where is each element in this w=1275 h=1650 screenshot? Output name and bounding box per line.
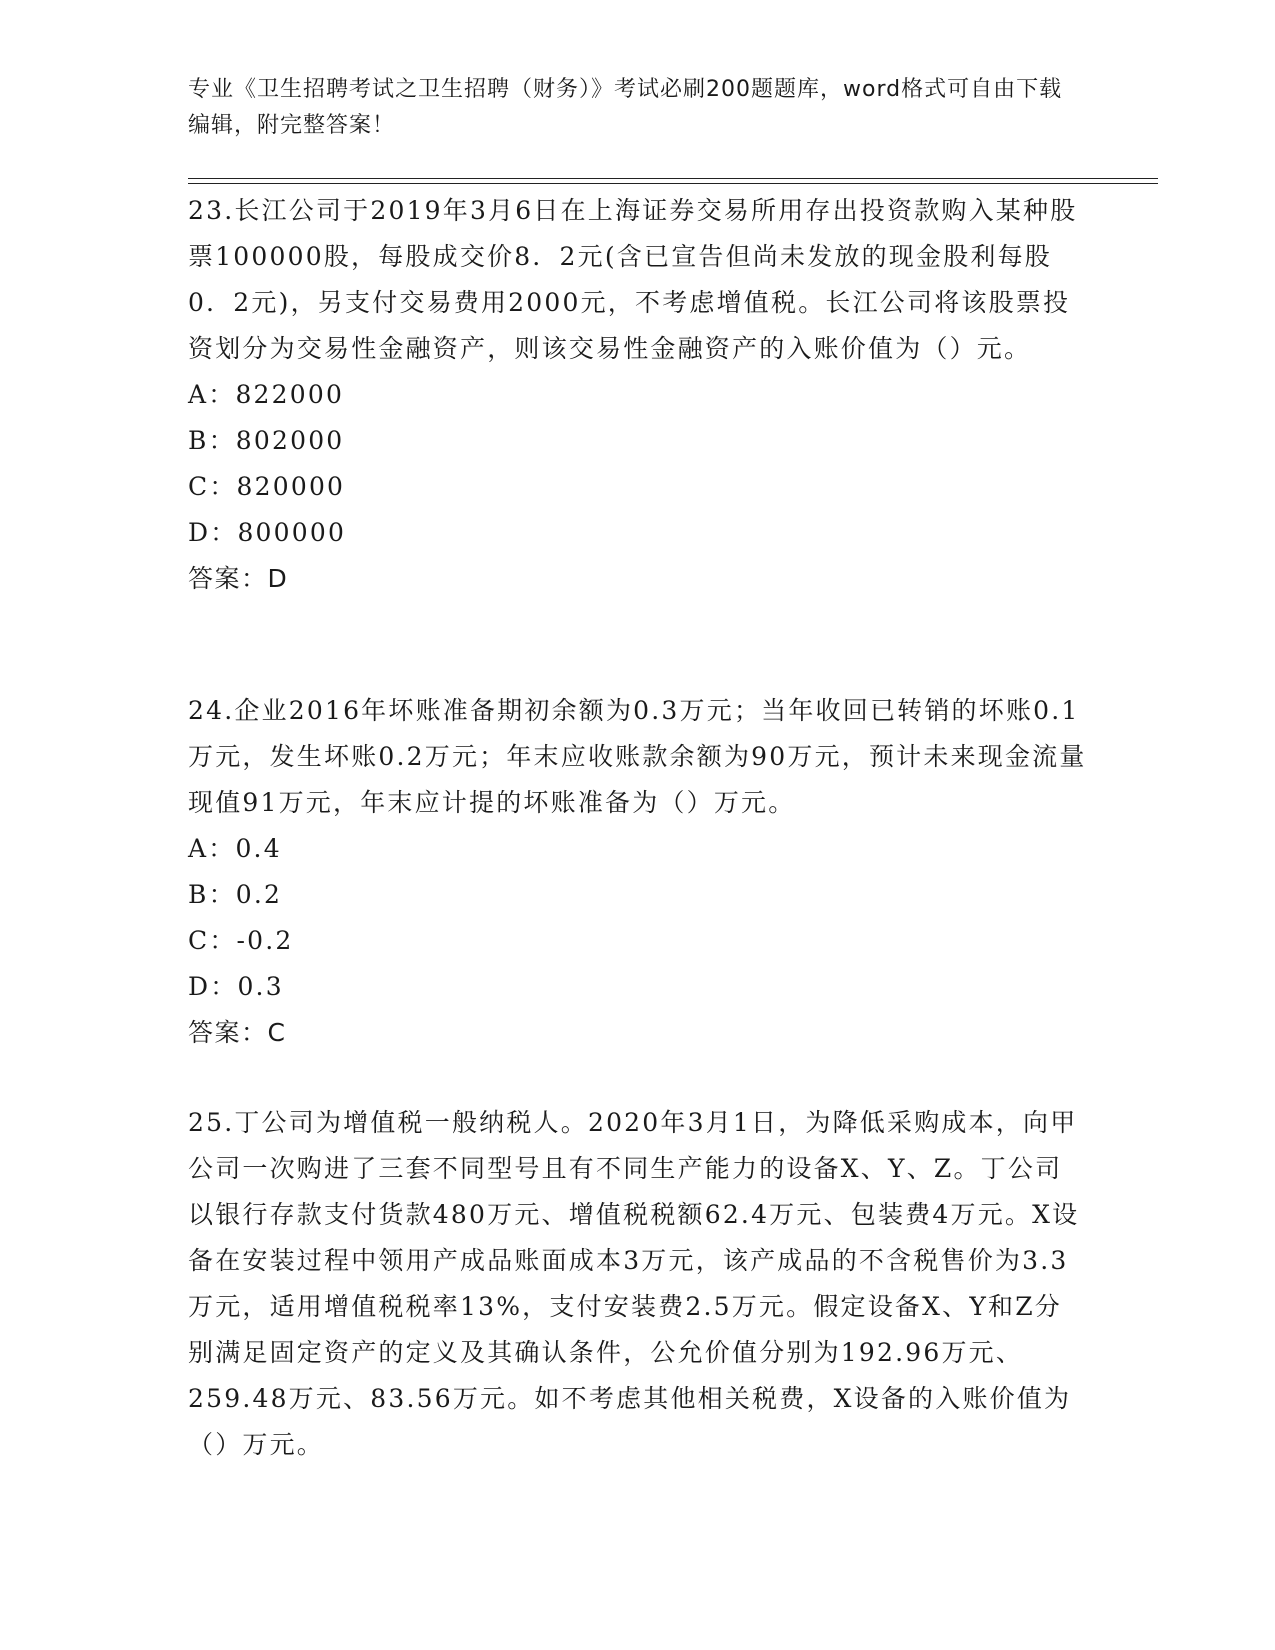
option-a: A：822000 xyxy=(188,380,345,409)
question-24 xyxy=(188,688,1088,1056)
option-d: D：0.3 xyxy=(188,972,284,1001)
answer-text: 答案：C xyxy=(188,1018,287,1047)
question-stem: 23.长江公司于2019年3月6日在上海证券交易所用存出投资款购入某种股票100000股，每股成交价8．2元(含已宣告但尚未发放的现金股利每股0．2元)，另支付交易费用2000元，不考虑增值税。长江公司将该股票投资划分为交易性金融资产，则该交易性金融资产的入账价值为（）元。 xyxy=(188,196,1078,363)
document-header: 专业《卫生招聘考试之卫生招聘（财务）》考试必刷200题题库，word格式可自由下载编辑，附完整答案！ xyxy=(188,77,1063,138)
answer-text: 答案：D xyxy=(188,564,289,593)
question-25 xyxy=(188,1100,1088,1468)
header-divider-bottom xyxy=(188,183,1158,184)
question-stem: 24.企业2016年坏账准备期初余额为0.3万元；当年收回已转销的坏账0.1万元，发生坏账0.2万元；年末应收账款余额为90万元，预计未来现金流量现值91万元，年末应计提的坏账准备为（）万元。 xyxy=(188,696,1087,817)
option-c: C：820000 xyxy=(188,472,346,501)
question-23 xyxy=(188,188,1088,602)
option-d: D：800000 xyxy=(188,518,347,547)
question-stem: 25.丁公司为增值税一般纳税人。2020年3月1日，为降低采购成本，向甲公司一次购进了三套不同型号且有不同生产能力的设备X、Y、Z。丁公司以银行存款支付货款480万元、增值税税额62.4万元、包装费4万元。X设备在安装过程中领用产成品账面成本3万元，该产成品的不含税售价为3.3万元，适用增值税税率13%，支付安装费2.5万元。假定设备X、Y和Z分别满足固定资产的定义及其确认条件，公允价值分别为192.96万元、259.48万元、83.56万元。如不考虑其他相关税费，X设备的入账价值为（）万元。 xyxy=(188,1108,1080,1459)
option-b: B：0.2 xyxy=(188,880,283,909)
header-divider-top xyxy=(188,178,1158,179)
option-a: A：0.4 xyxy=(188,834,282,863)
option-b: B：802000 xyxy=(188,426,345,455)
option-c: C：-0.2 xyxy=(188,926,294,955)
